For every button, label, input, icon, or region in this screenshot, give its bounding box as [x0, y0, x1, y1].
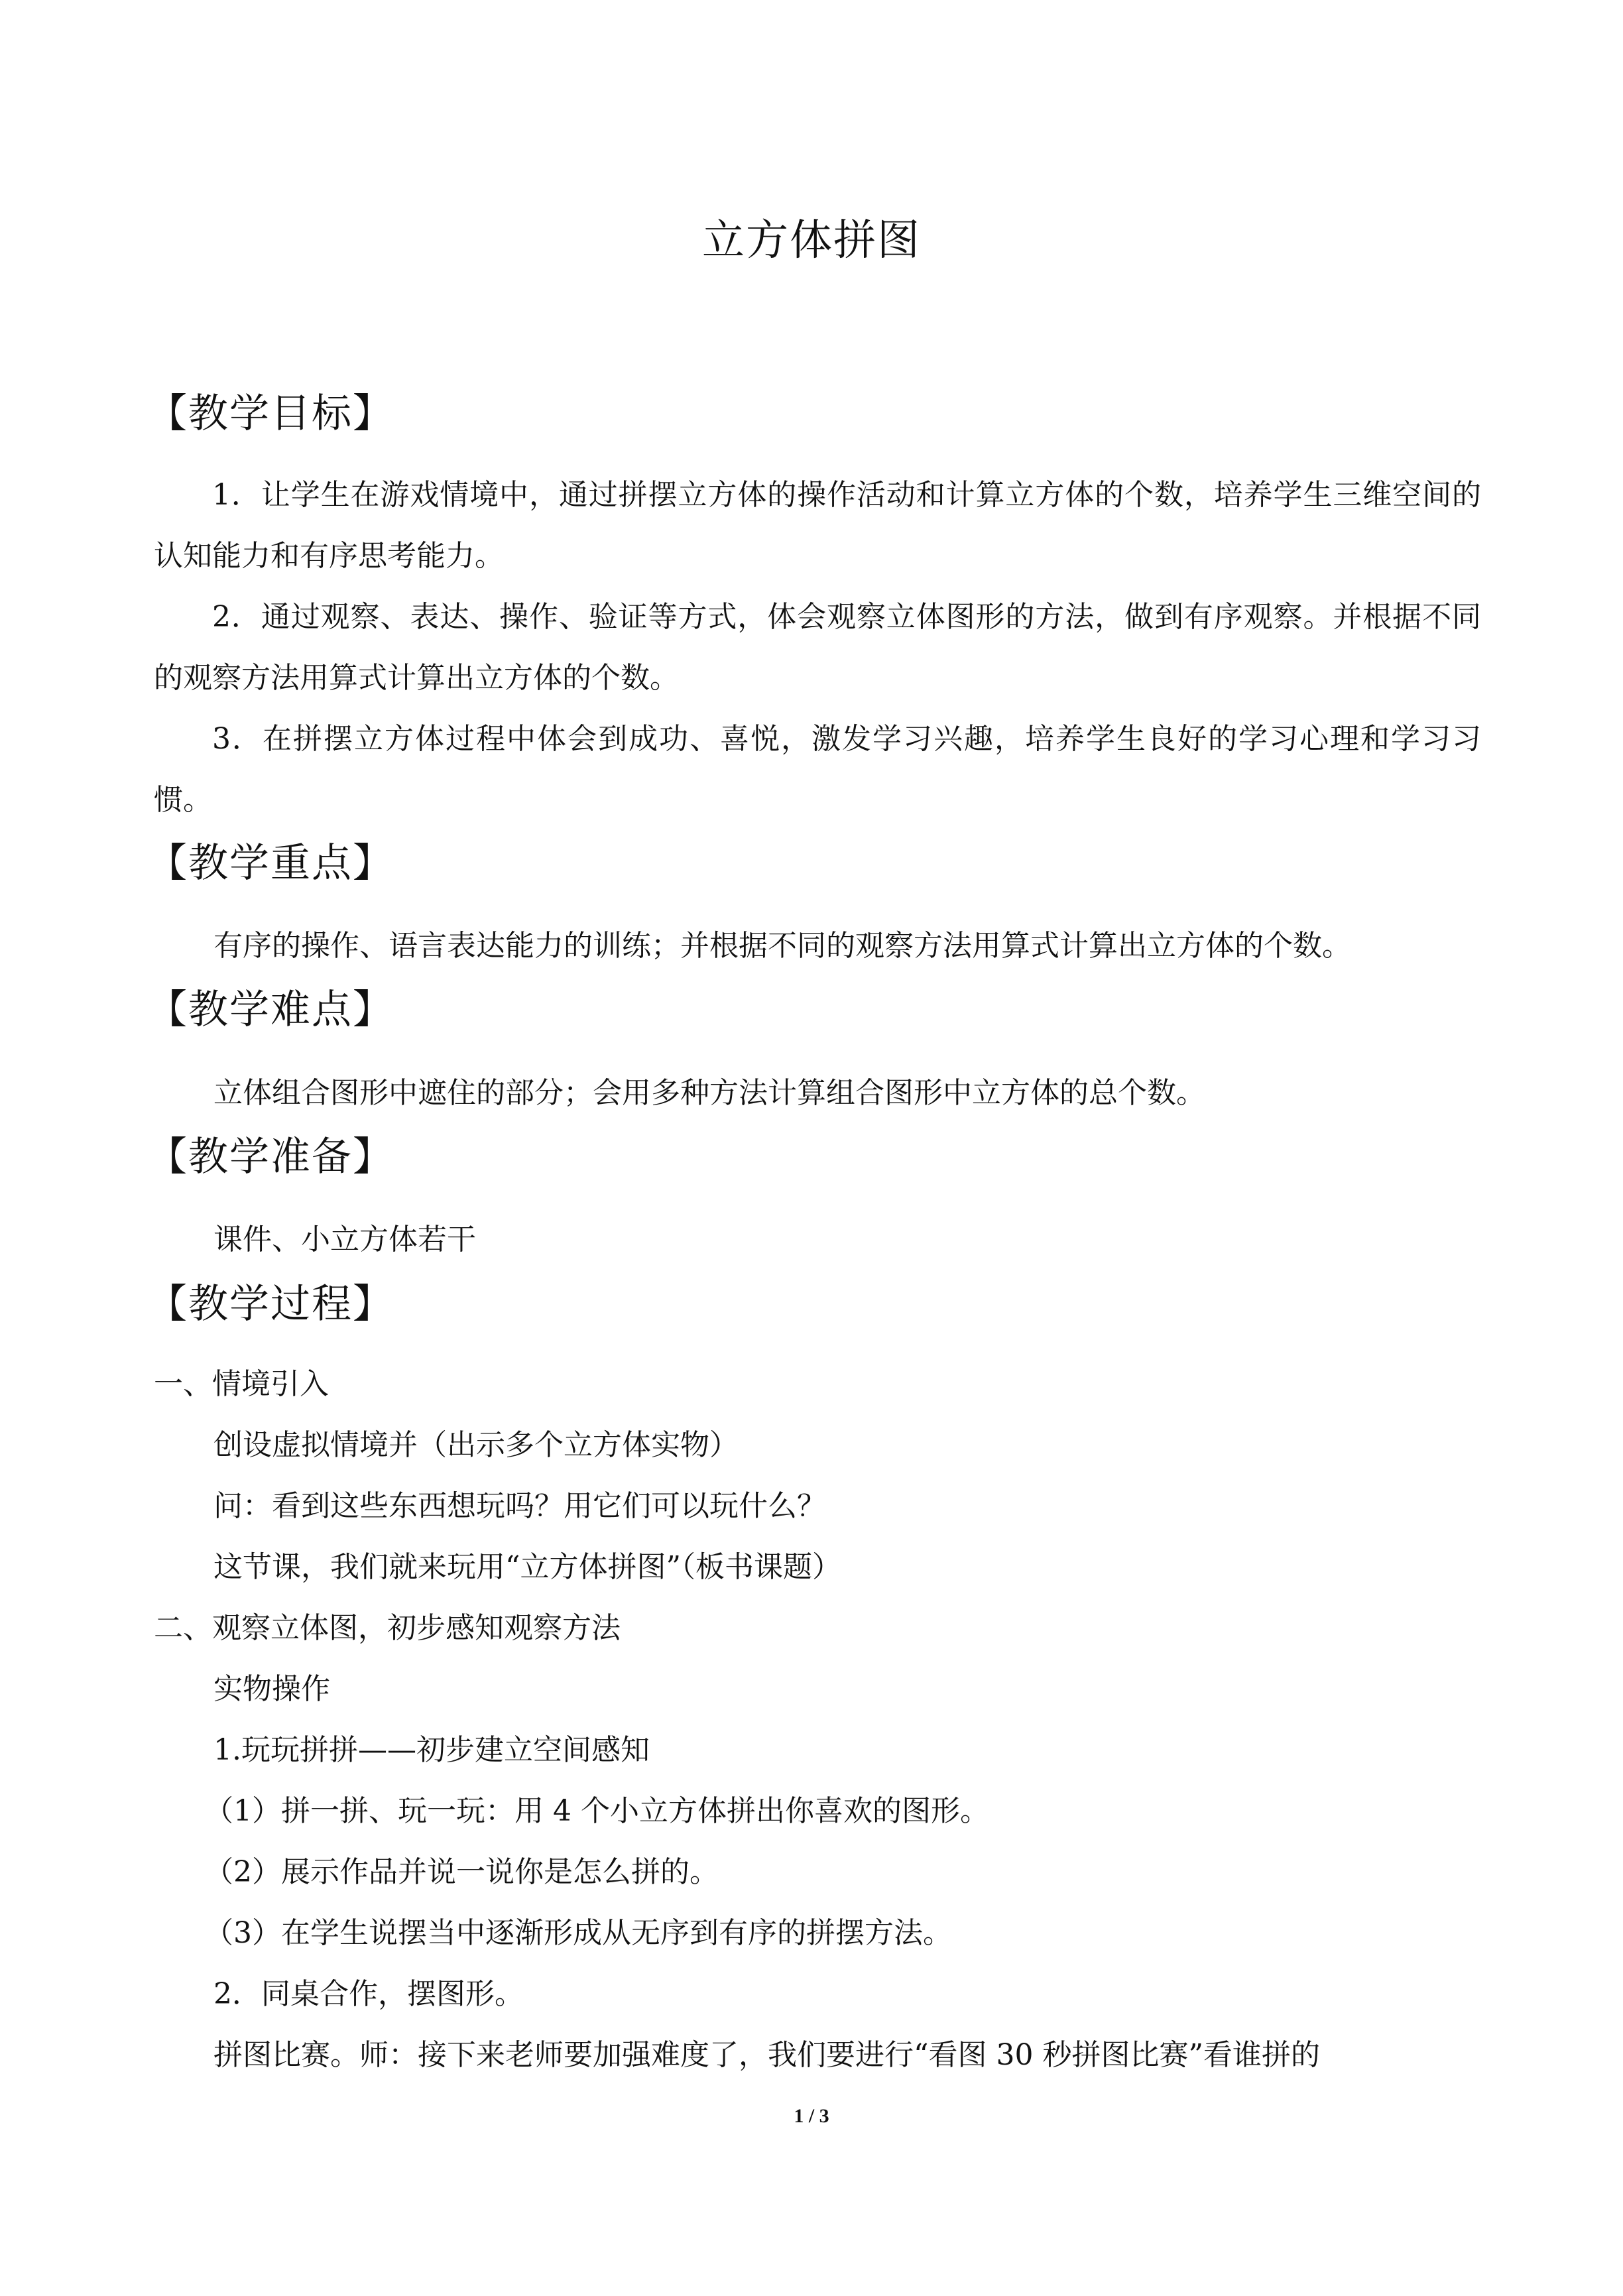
document-title: 立方体拼图 — [702, 216, 921, 265]
objective-item-2: 2．通过观察、表达、操作、验证等方式，体会观察立体图形的方法，做到有序观察。并根据不同的观察方法用算式计算出立方体的个数。 — [154, 600, 1481, 695]
process-part2-line-3: （1）拼一拼、玩一玩：用 4 个小立方体拼出你喜欢的图形。 — [204, 1794, 989, 1828]
process-part1-title: 一、情境引入 — [154, 1367, 329, 1401]
objective-item-3: 3．在拼摆立方体过程中体会到成功、喜悦，激发学习兴趣，培养学生良好的学习心理和学习习惯。 — [154, 722, 1481, 817]
process-part2-line-6: 2．同桌合作，摆图形。 — [213, 1977, 524, 2011]
key-points-text: 有序的操作、语言表达能力的训练；并根据不同的观察方法用算式计算出立方体的个数。 — [213, 929, 1351, 963]
page-number: 1 / 3 — [794, 2105, 829, 2127]
heading-process: 【教学过程】 — [147, 1281, 394, 1327]
heading-objectives: 【教学目标】 — [147, 391, 394, 437]
process-part1-line-1: 创设虚拟情境并（出示多个立方体实物） — [213, 1428, 739, 1462]
process-part2-line-7: 拼图比赛。师：接下来老师要加强难度了，我们要进行“看图 30 秒拼图比赛”看谁拼的 — [213, 2038, 1320, 2072]
process-part2-line-4: （2）展示作品并说一说你是怎么拼的。 — [204, 1855, 719, 1889]
process-part2-line-2: 1.玩玩拼拼——初步建立空间感知 — [213, 1733, 650, 1767]
heading-key-points: 【教学重点】 — [147, 840, 394, 886]
heading-preparation: 【教学准备】 — [147, 1134, 394, 1180]
process-part1-line-2: 问：看到这些东西想玩吗？用它们可以玩什么？ — [213, 1489, 826, 1523]
process-part1-line-3: 这节课，我们就来玩用“立方体拼图”（板书课题） — [213, 1550, 841, 1584]
process-part2-title: 二、观察立体图，初步感知观察方法 — [154, 1611, 621, 1645]
difficulties-text: 立体组合图形中遮住的部分；会用多种方法计算组合图形中立方体的总个数。 — [213, 1076, 1205, 1110]
process-part2-line-5: （3）在学生说摆当中逐渐形成从无序到有序的拼摆方法。 — [204, 1916, 952, 1950]
objective-item-1: 1．让学生在游戏情境中，通过拼摆立方体的操作活动和计算立方体的个数，培养学生三维空间的认知能力和有序思考能力。 — [154, 478, 1481, 573]
preparation-text: 课件、小立方体若干 — [213, 1223, 476, 1256]
process-part2-line-1: 实物操作 — [213, 1672, 330, 1706]
heading-difficulties: 【教学难点】 — [147, 987, 394, 1033]
